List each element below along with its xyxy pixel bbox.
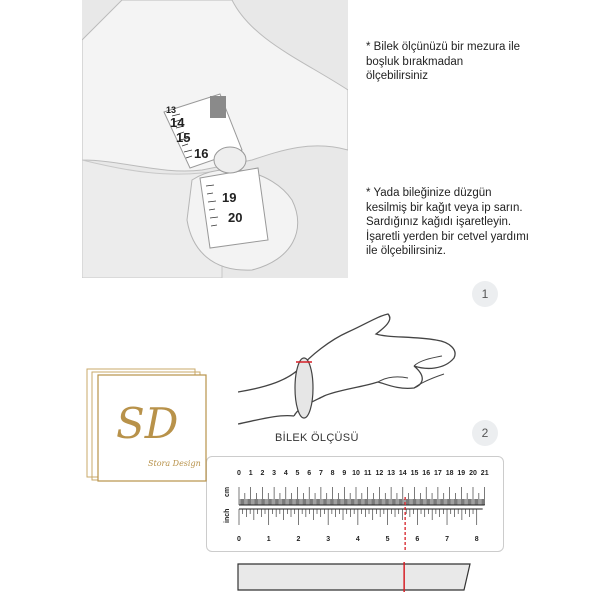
ruler-cm-number: 1 (248, 470, 253, 477)
logo-monogram: SD (116, 399, 179, 448)
ruler-cm-number: 17 (434, 470, 442, 477)
ruler-panel (206, 456, 504, 552)
ruler-cm-number: 20 (469, 470, 477, 477)
ruler-graphic (207, 457, 503, 551)
wrist-measuring-photo (82, 0, 348, 278)
tape-label: 13 (166, 105, 177, 115)
tape-label: 14 (170, 115, 185, 130)
ruler-cm-number: 12 (375, 470, 384, 477)
ruler-cm-number: 5 (295, 470, 300, 477)
ruler-cm-number: 9 (342, 470, 347, 477)
ruler-cm-number: 10 (352, 470, 360, 477)
ruler-cm-number: 11 (363, 470, 372, 477)
ruler-cm-number: 15 (410, 470, 419, 477)
ruler-inch-number: 2 (296, 536, 301, 543)
ruler-inch-number: 0 (237, 536, 241, 543)
ruler-cm-number: 21 (480, 470, 489, 477)
ruler-inch-number: 4 (355, 536, 360, 543)
brand-logo (86, 368, 208, 484)
cm-unit-label: cm (224, 486, 231, 497)
wrist-band (295, 358, 313, 418)
ruler-inch-number: 8 (474, 536, 479, 543)
ruler-cm-number: 3 (272, 470, 277, 477)
ruler-cm-number: 7 (318, 470, 323, 477)
ruler-cm-number: 14 (398, 470, 407, 477)
ruler-cm-number: 16 (422, 470, 431, 477)
ruler-cm-number: 8 (330, 470, 335, 477)
ruler-inch-number: 1 (266, 536, 271, 543)
wrist-tape-illustration (82, 0, 348, 278)
ruler-inch-number: 5 (385, 536, 390, 543)
measured-paper-strip (236, 562, 472, 592)
logo-monogram-icon (86, 368, 208, 484)
ruler-inch-number: 3 (326, 536, 331, 543)
step-badge-2: 2 (472, 420, 498, 446)
tape-label: 19 (222, 190, 237, 205)
hand-wrist-diagram (238, 292, 468, 432)
ruler-cm-number: 13 (387, 470, 395, 477)
ruler-inch-number: 6 (415, 536, 420, 543)
ruler-cm-number: 19 (457, 470, 466, 477)
ruler-cm-number: 6 (307, 470, 312, 477)
tape-measure-instruction: * Bilek ölçünüzü bir mezura ile boşluk bırakmadan ölçebilirsiniz (366, 41, 521, 82)
step-badge-1: 1 (472, 281, 498, 307)
ruler-cm-number: 0 (237, 470, 241, 477)
logo-brand-name: Stora Design (148, 459, 201, 468)
ruler-cm-number: 4 (283, 470, 288, 477)
tape-label: 15 (176, 130, 191, 145)
ruler-cm-number: 2 (260, 470, 265, 477)
wrist-measure-caption: BİLEK ÖLÇÜSÜ (275, 432, 359, 444)
tape-label: 16 (194, 146, 209, 161)
inch-unit-label: inch (224, 508, 231, 523)
ruler-inch-number: 7 (445, 536, 449, 543)
paper-measure-instruction: * Yada bileğinize düzgün kesilmiş bir kağıt veya ip sarın. Sardığınız kağıdı işaretleyin. İşaretli yerden bir cetvel yardımı ile ölçebilirsiniz. (366, 187, 529, 257)
ruler-cm-number: 18 (445, 470, 454, 477)
tape-label: 20 (228, 210, 243, 225)
